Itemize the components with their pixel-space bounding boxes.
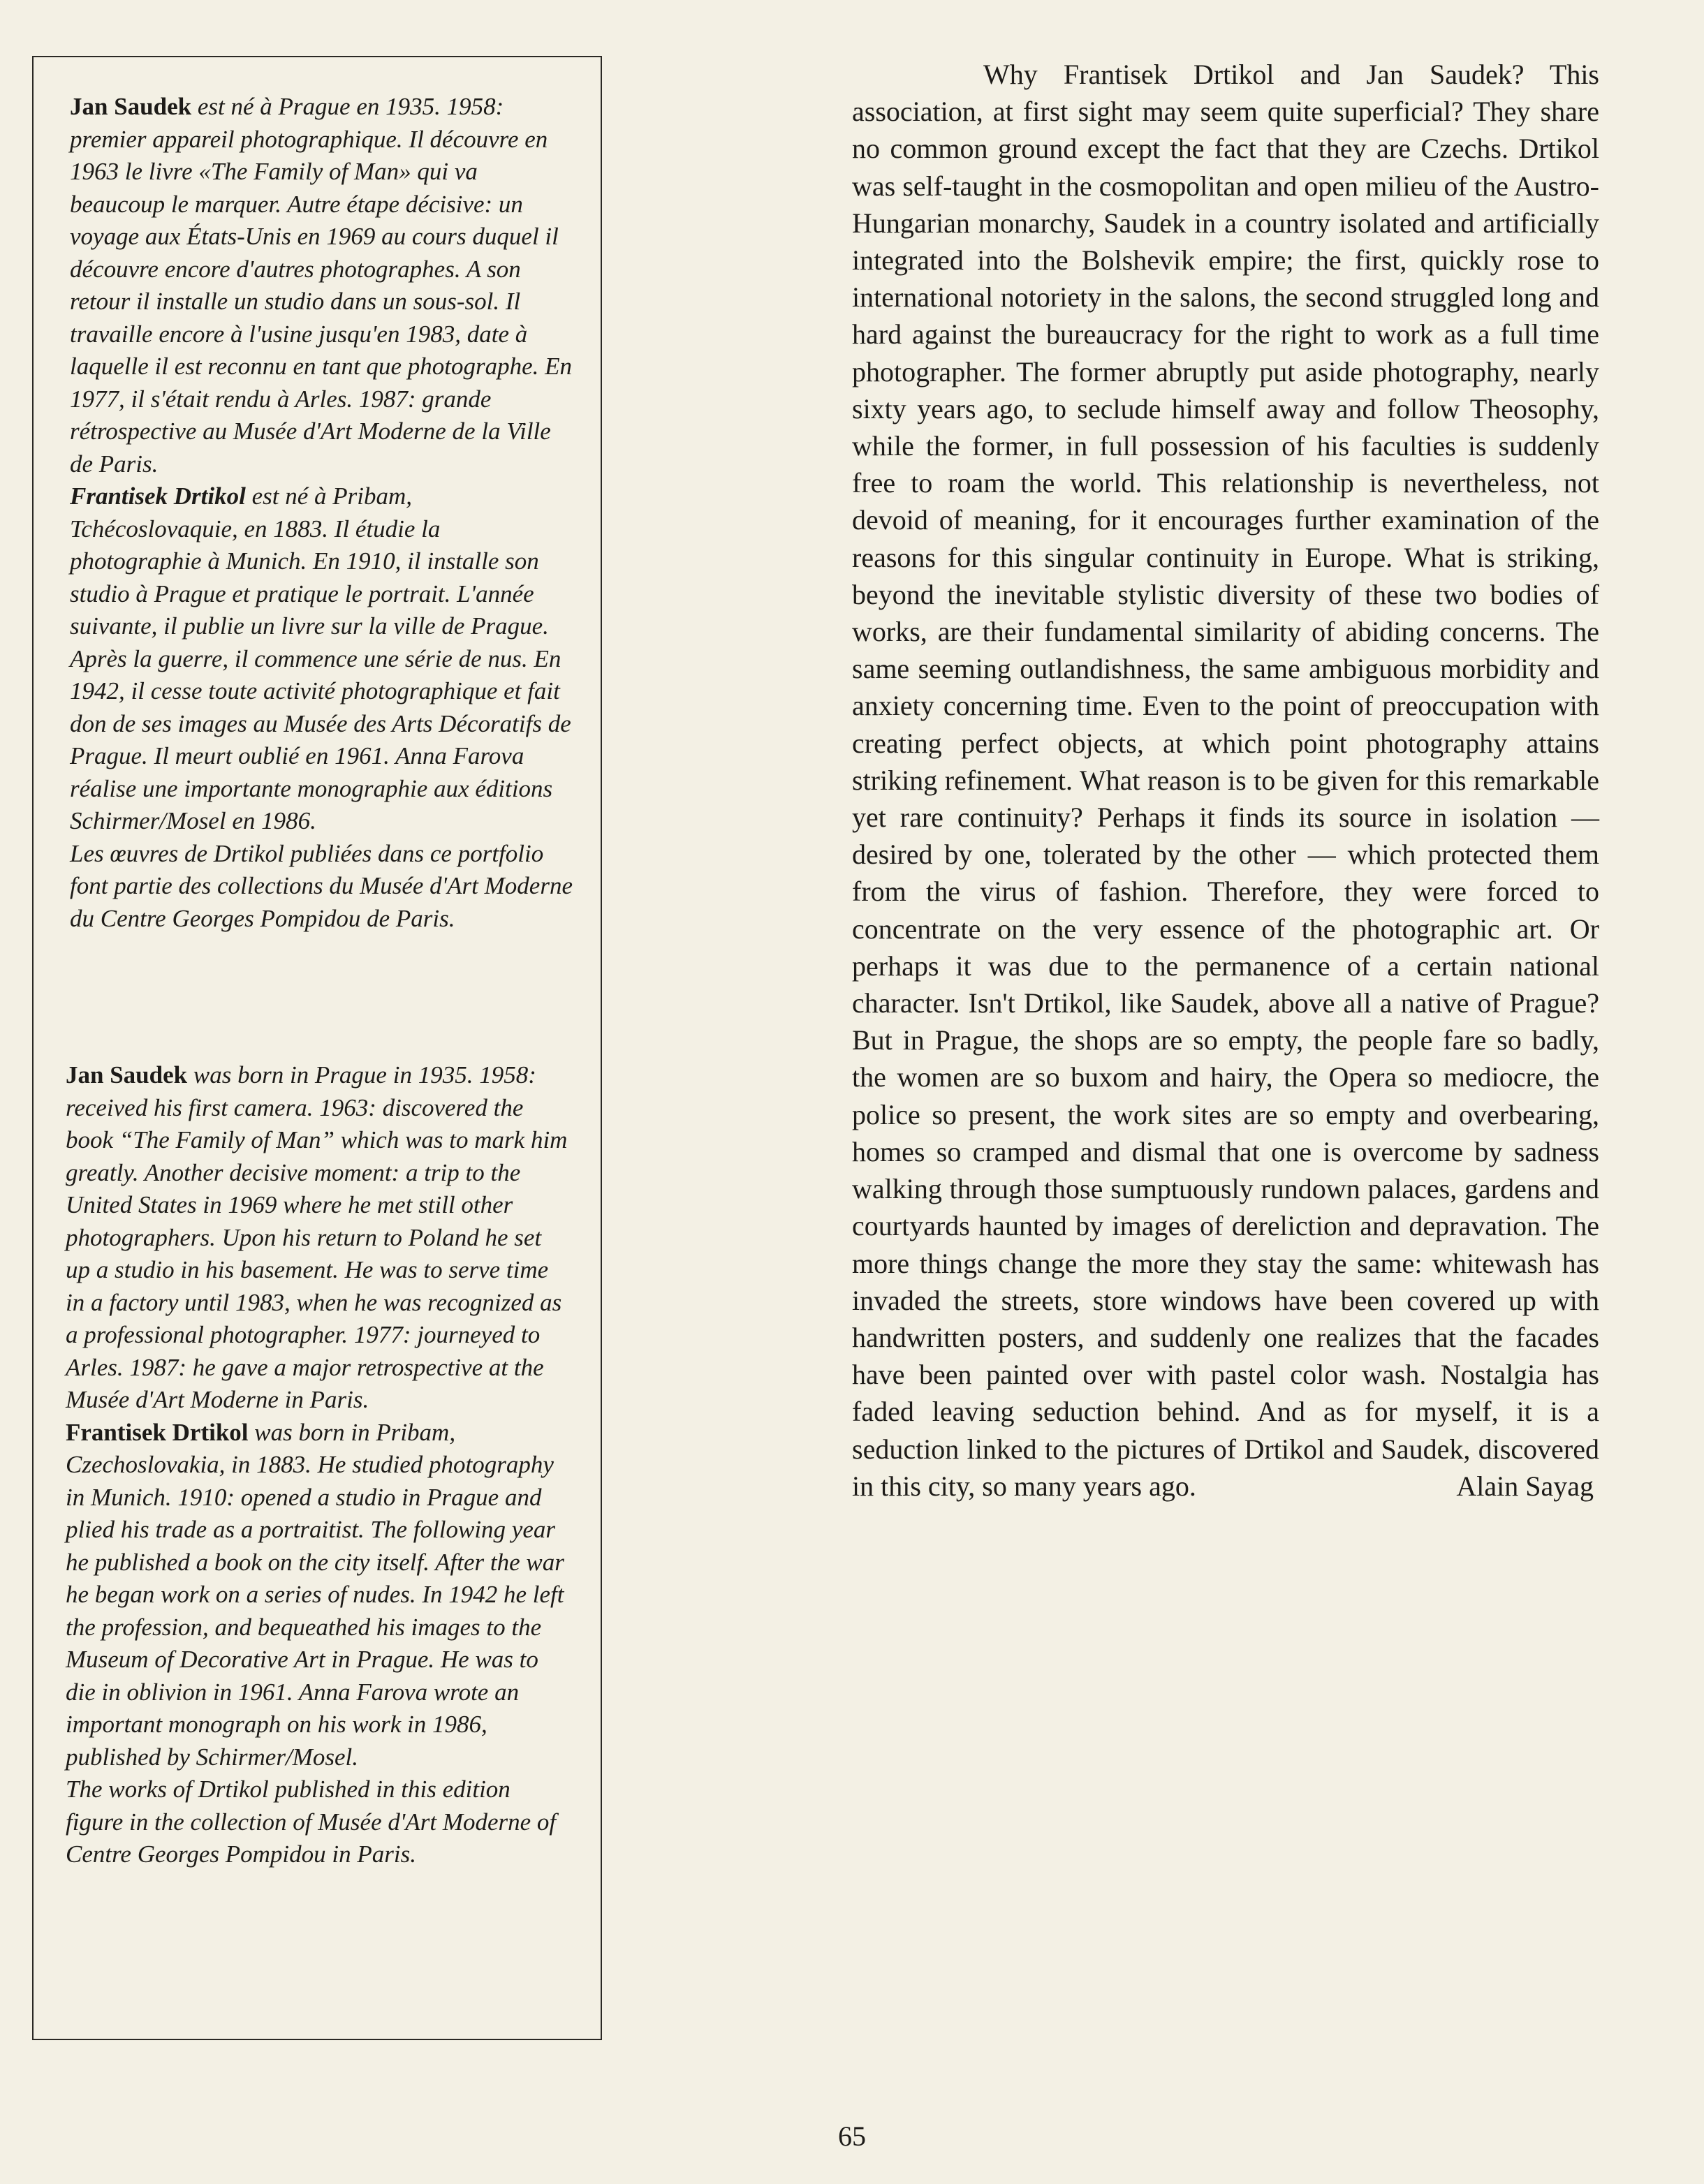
bio-en-saudek-text: was born in Prague in 1935. 1958: received his first camera. 1963: discovered the book “The Family of Man” which was to mark him greatly. Another decisive moment: a trip to the United States in 1969 where he met still other photographers. Upon his return to Poland he set up a studio in his basement. He was to serve time in a factory until 1983, when he was recognized as a professional photographer. 1977: journeyed to Arles. 1987: he gave a major retrospective at the Musée d'Art Moderne in Paris. — [66, 1061, 568, 1413]
essay-author: Alain Sayag — [1456, 1470, 1594, 1502]
biography-french — [70, 91, 573, 935]
bio-en-saudek — [66, 1059, 568, 1417]
biography-english — [66, 1059, 568, 1871]
biography-box — [32, 56, 602, 2040]
bio-en-collection-note: The works of Drtikol published in this edition figure in the collection of Musée d'Art Moderne of Centre Georges Pompidou in Paris. — [66, 1776, 557, 1868]
essay-column — [852, 56, 1599, 1505]
bio-en-drtikol — [66, 1417, 568, 1774]
bio-fr-collection-note: Les œuvres de Drtikol publiées dans ce portfolio font partie des collections du Musée d'Art Moderne du Centre Georges Pompidou de Paris. — [70, 839, 573, 932]
bio-fr-drtikol-text: est né à Pribam, Tchécoslovaquie, en 1883. Il étudie la photographie à Munich. En 1910, il installe son studio à Prague et pratique le portrait. L'année suivante, il publie un livre sur la ville de Prague. Après la guerre, il commence une série de nus. En 1942, il cesse toute activité photographique et fait don de ses images au Musée des Arts Décoratifs de Prague. Il meurt oublié en 1961. Anna Farova réalise une importante monographie aux éditions Schirmer/Mosel en 1986. — [70, 482, 571, 834]
essay-body: Why Frantisek Drtikol and Jan Saudek? This association, at first sight may seem quite superficial? They share no common ground except the fact that they are Czechs. Drtikol was self-taught in the cosmopolitan and open milieu of the Austro-Hungarian monarchy, Saudek in a country isolated and artificially integrated into the Bolshevik empire; the first, quickly rose to international notoriety in the salons, the second struggled long and hard against the bureaucracy for the right to work as a full time photographer. The former abruptly put aside photography, nearly sixty years ago, to seclude himself away and follow Theosophy, while the former, in full possession of his faculties is suddenly free to roam the world. This relationship is nevertheless, not devoid of meaning, for it encourages further examination of the reasons for this singular continuity in Europe. What is striking, beyond the inevitable stylistic diversity of these two bodies of works, are their fundamental similarity of abiding concerns. The same seeming outlandishness, the same ambiguous morbidity and anxiety concerning time. Even to the point of preoccupation with creating perfect objects, at which point photography attains striking refinement. What reason is to be given for this remarkable yet rare continuity? Perhaps it finds its source in isolation — desired by one, tolerated by the other — which protected them from the virus of fashion. Therefore, they were forced to concentrate on the very essence of the photographic art. Or perhaps it was due to the permanence of a certain national character. Isn't Drtikol, like Saudek, above all a native of Prague? But in Prague, the shops are so empty, the people fare so badly, the women are so buxom and hairy, the Opera so mediocre, the police so present, the work sites are so empty and overbearing, homes so cramped and dismal that one is overcome by sadness walking through those sumptuously rundown palaces, gardens and courtyards haunted by images of dereliction and depravation. The more things change the more they stay the same: whitewash has invaded the streets, store windows have been covered up with handwritten posters, and suddenly one realizes that the facades have been painted over with pastel color wash. Nostalgia has faded leaving seduction behind. And as for myself, it is a seduction linked to the pictures of Drtikol and Saudek, discovered in this city, so many years ago. — [852, 59, 1599, 1502]
bio-fr-saudek — [70, 91, 573, 480]
bio-fr-saudek-text: est né à Prague en 1935. 1958: premier appareil photographique. Il découvre en 1963 le livre «The Family of Man» qui va beaucoup le marquer. Autre étape décisive: un voyage aux États-Unis en 1969 au cours duquel il découvre encore d'autres photographes. A son retour il installe un studio dans un sous-sol. Il travaille encore à l'usine jusqu'en 1983, date à laquelle il est reconnu en tant que photographe. En 1977, il s'était rendu à Arles. 1987: grande rétrospective au Musée d'Art Moderne de la Ville de Paris. — [70, 93, 572, 478]
page-number: 65 — [838, 2120, 866, 2152]
bio-fr-drtikol — [70, 480, 573, 838]
bio-fr-saudek-name: Jan Saudek — [70, 93, 192, 120]
bio-en-drtikol-text: was born in Pribam, Czechoslovakia, in 1883. He studied photography in Munich. 1910: opened a studio in Prague and plied his trade as a portraitist. The following year he published a book on the city itself. After the war he began work on a series of nudes. In 1942 he left the profession, and bequeathed his images to the Museum of Decorative Art in Prague. He was to die in oblivion in 1961. Anna Farova wrote an important monograph on his work in 1986, published by Schirmer/Mosel. — [66, 1418, 564, 1771]
bio-fr-drtikol-name: Frantisek Drtikol — [70, 482, 246, 510]
bio-en-saudek-name: Jan Saudek — [66, 1061, 188, 1089]
bio-en-drtikol-name: Frantisek Drtikol — [66, 1418, 249, 1446]
